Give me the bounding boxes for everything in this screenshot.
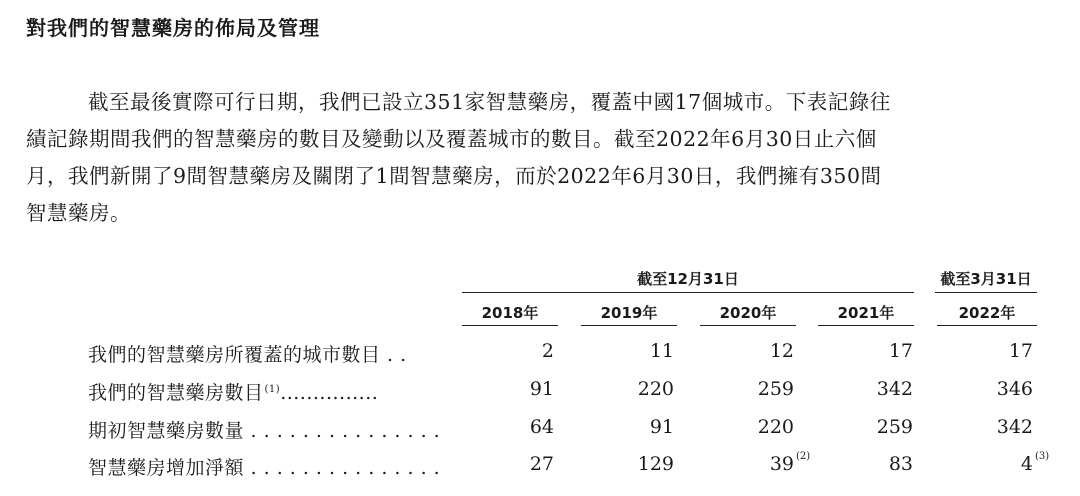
- year-underline: [700, 325, 796, 326]
- year-header: 2019年: [600, 304, 658, 322]
- row-label-cities-covered: 我們的智慧藥房所覆蓋的城市數目 . .: [88, 344, 407, 366]
- cell-value-with-footnote: [1020, 451, 1050, 475]
- table-cell: 220: [637, 378, 674, 400]
- group-header-rule: [935, 292, 1037, 293]
- cell-value: 4: [1020, 453, 1033, 475]
- row-label-net-increase: 智慧藥房增加淨額 . . . . . . . . . . . . . . .: [88, 457, 441, 479]
- group-header-rule: [462, 292, 914, 293]
- paragraph-line: 績記錄期間我們的智慧藥房的數目及變動以及覆蓋城市的數目。截至2022年6月30日止六個: [26, 127, 877, 151]
- table-cell: 12: [769, 340, 794, 362]
- table-cell: 129: [637, 453, 674, 475]
- year-header: 2018年: [481, 304, 539, 322]
- cell-value-with-footnote: [769, 451, 811, 475]
- footnote-ref: (2): [796, 451, 811, 462]
- year-underline: [818, 325, 914, 326]
- table-cell: 64: [529, 416, 554, 438]
- table-cell: 11: [649, 340, 674, 362]
- leader-dots: ...............: [280, 382, 379, 404]
- year-underline: [581, 325, 677, 326]
- year-header: 2020年: [719, 304, 777, 322]
- year-underline: [462, 325, 558, 326]
- table-cell: 83: [888, 453, 913, 475]
- footnote-ref: (3): [1035, 451, 1050, 462]
- table-cell: 27: [529, 453, 554, 475]
- cell-value: 39: [769, 453, 794, 475]
- table-cell: 91: [649, 416, 674, 438]
- table-cell: 259: [876, 416, 913, 438]
- paragraph-line: 截至最後實際可行日期，我們已設立351家智慧藥房，覆蓋中國17個城市。下表記錄往: [88, 90, 891, 114]
- group-header-march: 截至3月31日: [940, 270, 1032, 288]
- row-label-opening-count: 期初智慧藥房數量 . . . . . . . . . . . . . . .: [88, 420, 441, 442]
- body-paragraph: [26, 84, 1056, 232]
- section-heading: 對我們的智慧藥房的佈局及管理: [26, 16, 320, 40]
- footnote-ref: (1): [264, 384, 281, 395]
- table-cell: 2: [541, 340, 554, 362]
- table-cell: [714, 451, 811, 475]
- row-label-pharmacy-count: [88, 378, 378, 405]
- table-cell: 17: [888, 340, 913, 362]
- paragraph-line: 智慧藥房。: [26, 201, 131, 225]
- year-underline: [937, 325, 1037, 326]
- year-header: 2022年: [958, 304, 1016, 322]
- table-cell: 220: [757, 416, 794, 438]
- paragraph-line: 月，我們新開了9間智慧藥房及關閉了1間智慧藥房，而於2022年6月30日，我們擁有350間: [26, 164, 882, 188]
- table-cell: [953, 451, 1050, 475]
- group-header-year-end: 截至12月31日: [637, 270, 739, 288]
- table-cell: 17: [1008, 340, 1033, 362]
- table-cell: 342: [996, 416, 1033, 438]
- year-header: 2021年: [837, 304, 895, 322]
- table-cell: 91: [529, 378, 554, 400]
- table-cell: 346: [996, 378, 1033, 400]
- table-cell: 342: [876, 378, 913, 400]
- table-cell: 259: [757, 378, 794, 400]
- row-label-text: 我們的智慧藥房數目: [88, 382, 264, 404]
